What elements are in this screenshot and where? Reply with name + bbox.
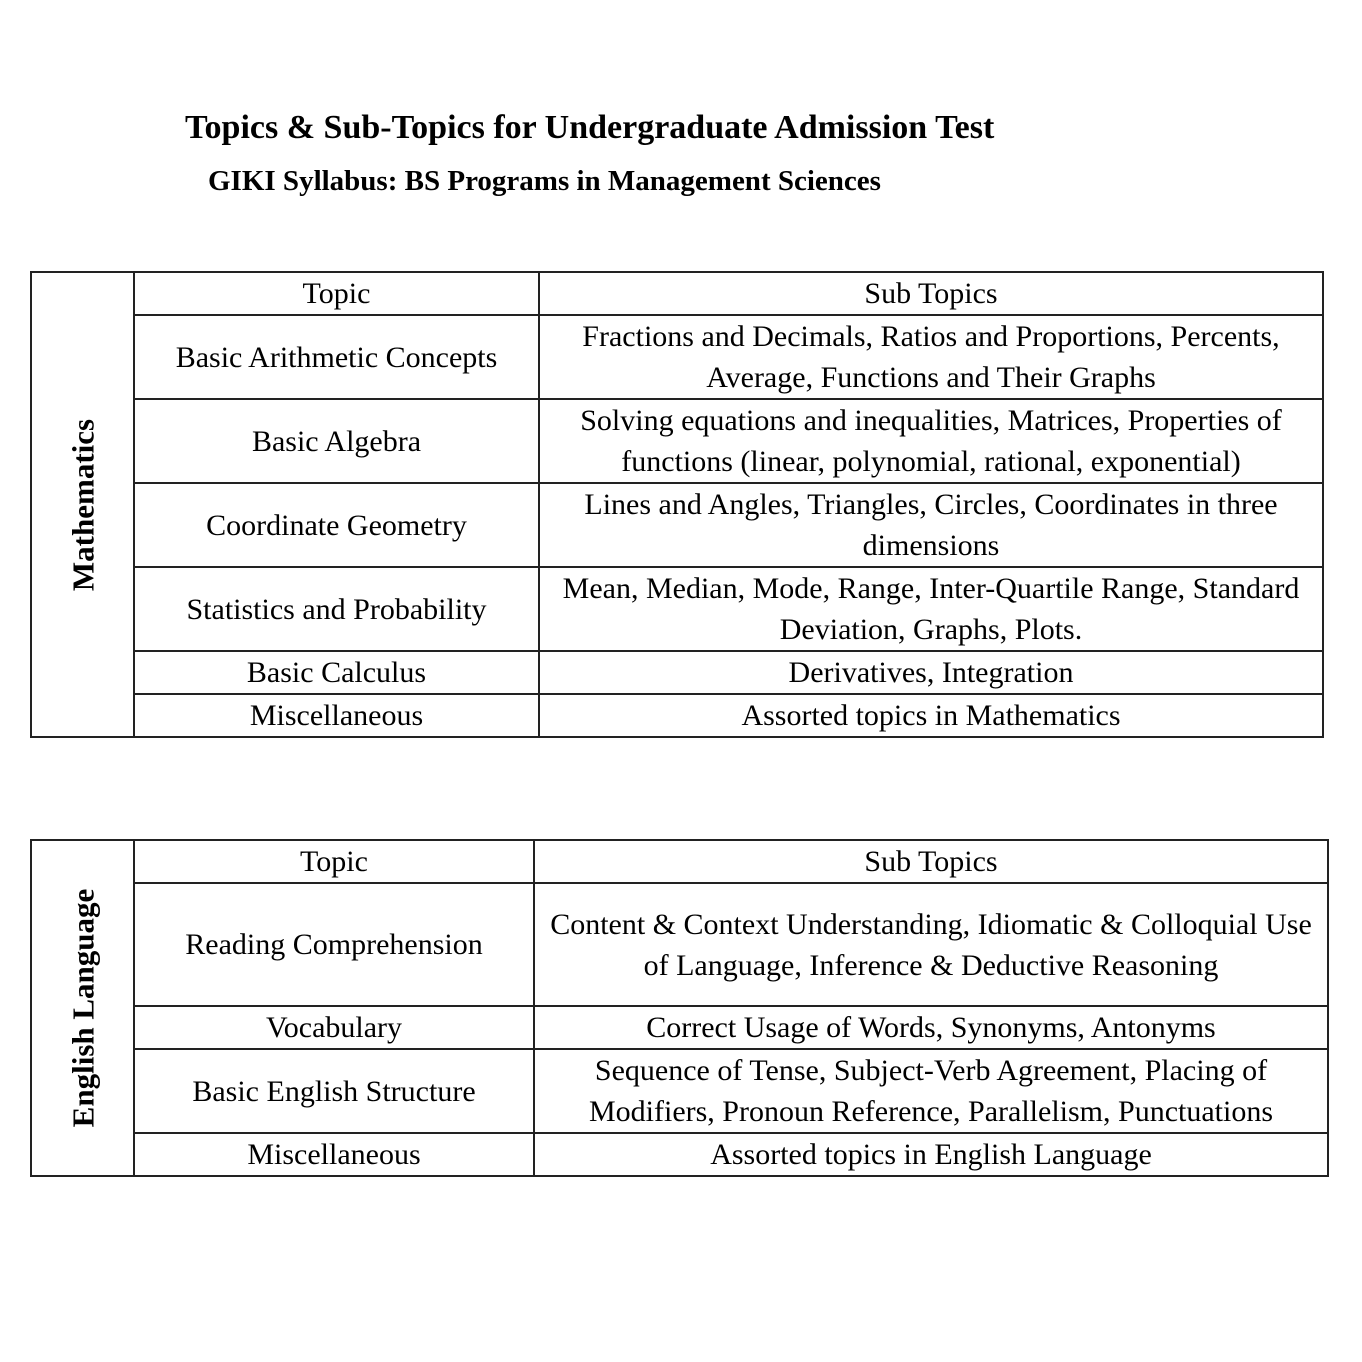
subtopics-cell: Fractions and Decimals, Ratios and Proportions, Percents, Average, Functions and Their Graphs bbox=[539, 315, 1323, 399]
topic-column-header: Topic bbox=[134, 840, 534, 883]
table-row bbox=[31, 883, 1328, 1006]
table-header-row bbox=[31, 840, 1328, 883]
subtopics-column-header: Sub Topics bbox=[539, 272, 1323, 315]
subtopics-cell: Assorted topics in Mathematics bbox=[539, 694, 1323, 737]
topic-cell: Basic Arithmetic Concepts bbox=[134, 315, 539, 399]
table-row bbox=[31, 1006, 1328, 1049]
table-row bbox=[31, 1133, 1328, 1176]
topic-cell: Statistics and Probability bbox=[134, 567, 539, 651]
subject-cell bbox=[31, 840, 134, 1176]
table-row bbox=[31, 1049, 1328, 1133]
subtopics-cell: Content & Context Understanding, Idiomatic & Colloquial Use of Language, Inference & Deductive Reasoning bbox=[534, 883, 1328, 1006]
table-row bbox=[31, 483, 1323, 567]
topic-cell: Miscellaneous bbox=[134, 1133, 534, 1176]
subject-cell bbox=[31, 272, 134, 737]
mathematics-table bbox=[30, 271, 1324, 738]
topic-cell: Miscellaneous bbox=[134, 694, 539, 737]
topic-cell: Basic Calculus bbox=[134, 651, 539, 694]
subtopics-cell: Lines and Angles, Triangles, Circles, Coordinates in three dimensions bbox=[539, 483, 1323, 567]
subtopics-cell: Assorted topics in English Language bbox=[534, 1133, 1328, 1176]
table-row bbox=[31, 567, 1323, 651]
page-title: Topics & Sub-Topics for Undergraduate Admission Test bbox=[185, 109, 995, 146]
table-header-row bbox=[31, 272, 1323, 315]
table-row bbox=[31, 651, 1323, 694]
topic-cell: Reading Comprehension bbox=[134, 883, 534, 1006]
table-row bbox=[31, 399, 1323, 483]
table-row bbox=[31, 694, 1323, 737]
topic-cell: Basic Algebra bbox=[134, 399, 539, 483]
topic-cell: Basic English Structure bbox=[134, 1049, 534, 1133]
topic-column-header: Topic bbox=[134, 272, 539, 315]
subtopics-cell: Sequence of Tense, Subject-Verb Agreement, Placing of Modifiers, Pronoun Reference, Parallelism, Punctuations bbox=[534, 1049, 1328, 1133]
subject-label: English Language bbox=[65, 888, 100, 1128]
subtopics-column-header: Sub Topics bbox=[534, 840, 1328, 883]
english-language-table bbox=[30, 839, 1329, 1177]
topic-cell: Vocabulary bbox=[134, 1006, 534, 1049]
subject-label: Mathematics bbox=[65, 418, 100, 591]
table-row bbox=[31, 315, 1323, 399]
topic-cell: Coordinate Geometry bbox=[134, 483, 539, 567]
page-subtitle: GIKI Syllabus: BS Programs in Management Sciences bbox=[208, 165, 881, 197]
subtopics-cell: Correct Usage of Words, Synonyms, Antonyms bbox=[534, 1006, 1328, 1049]
subtopics-cell: Mean, Median, Mode, Range, Inter-Quartile Range, Standard Deviation, Graphs, Plots. bbox=[539, 567, 1323, 651]
subtopics-cell: Solving equations and inequalities, Matrices, Properties of functions (linear, polynomial, rational, exponential) bbox=[539, 399, 1323, 483]
subtopics-cell: Derivatives, Integration bbox=[539, 651, 1323, 694]
